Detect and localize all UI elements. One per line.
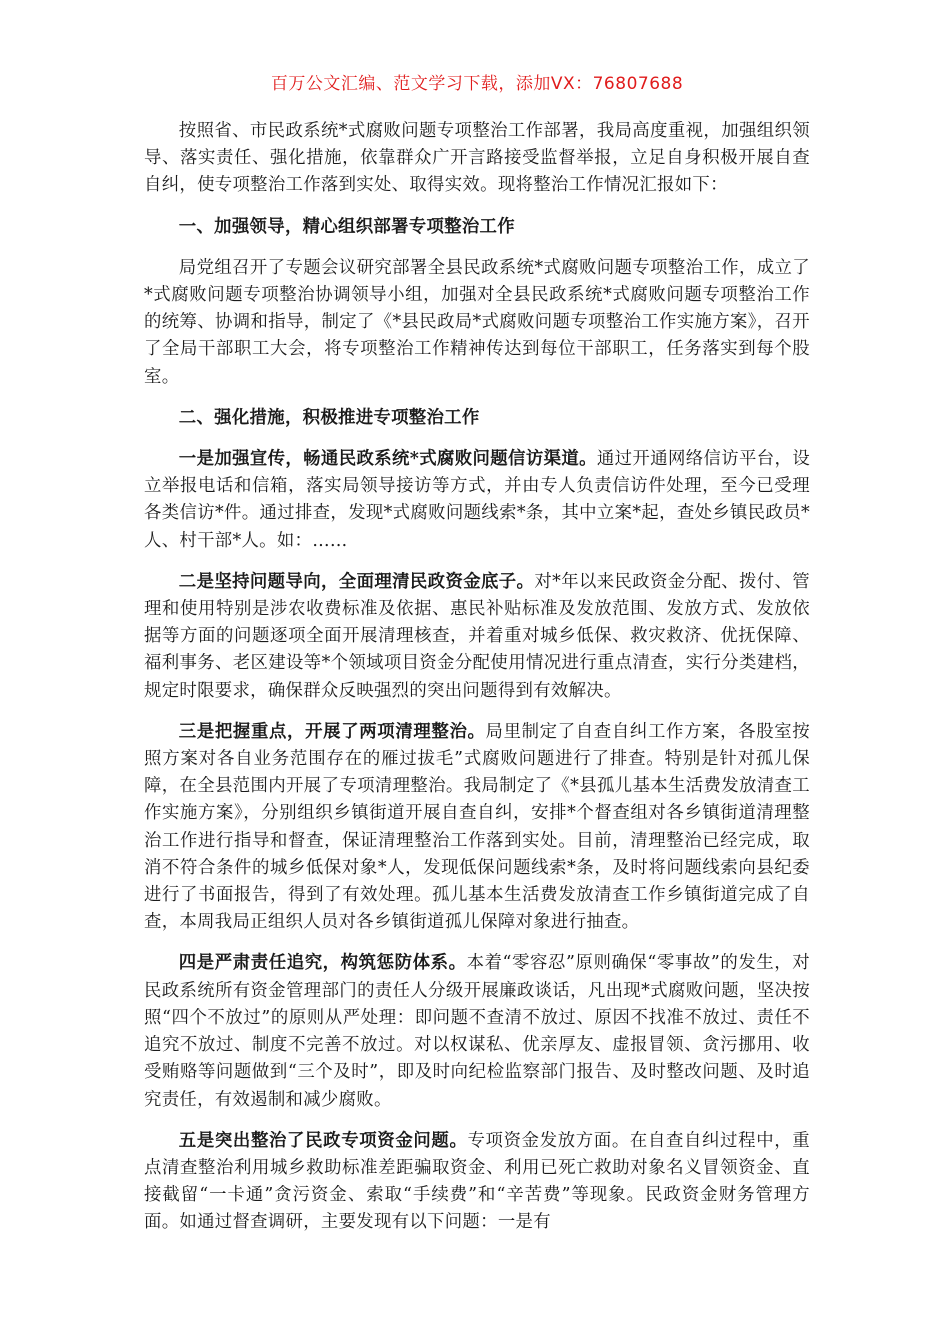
- item-1-lead: 一是加强宣传，畅通民政系统*式腐败问题信访渠道。: [178, 449, 597, 470]
- item-4-lead: 四是严肃责任追究，构筑惩防体系。: [178, 953, 467, 974]
- section-1-body: 局党组召开了专题会议研究部署全县民政系统*式腐败问题专项整治工作，成立了*式腐败问题专项整治协调领导小组，加强对全县民政系统*式腐败问题专项整治工作的统筹、协调和指导，制定了《*县民政局*式腐败问题专项整治工作实施方案》，召开了全局干部职工大会，将专项整治工作精神传达到每位干部职工，任务落实到每个股室。: [144, 257, 810, 387]
- section-2-item-3: [144, 719, 810, 937]
- intro-paragraph: 按照省、市民政系统*式腐败问题专项整治工作部署，我局高度重视，加强组织领导、落实责任、强化措施，依靠群众广开言路接受监督举报，立足自身积极开展自查自纠，使专项整治工作落到实处、取得实效。现将整治工作情况汇报如下：: [144, 121, 810, 196]
- item-5-lead: 五是突出整治了民政专项资金问题。: [178, 1130, 468, 1151]
- item-5-text: 专项资金发放方面。在自查自纠过程中，重点清查整治利用城乡救助标准差距骗取资金、利用已死亡救助对象名义冒领资金、直接截留“一卡通”贪污资金、索取“手续费”和“辛苦费”等现象。民政资金财务管理方面。如通过督查调研，主要发现有以下问题：一是有: [144, 1130, 811, 1233]
- section-2-item-1: [144, 446, 810, 555]
- item-3-lead: 三是把握重点，开展了两项清理整治。: [178, 721, 486, 742]
- watermark-header: 百万公文汇编、范文学习下载，添加VX：76807688: [270, 74, 684, 94]
- item-4-text: 本着“零容忍”原则确保“零事故”的发生，对民政系统所有资金管理部门的责任人分级开展廉政谈话，凡出现*式腐败问题，坚决按照“四个不放过”的原则从严处理：即问题不查清不放过、原因不找准不放过、责任不追究不放过、制度不完善不放过。对以权谋私、优亲厚友、虚报冒领、贪污挪用、收受贿赂等问题做到“三个及时”，即及时向纪检监察部门报告、及时整改问题、及时追究责任，有效遏制和减少腐败。: [144, 953, 810, 1110]
- section-2-heading: 二、强化措施，积极推进专项整治工作: [178, 407, 480, 428]
- section-2-item-4: [144, 950, 810, 1113]
- item-1-text: 通过开通网络信访平台，设立举报电话和信箱，落实局领导接访等方式，并由专人负责信访件处理，至今已受理各类信访*件。通过排查，发现*式腐败问题线索*条，其中立案*起，查处乡镇民政员*人、村干部*人。如：……: [144, 449, 811, 551]
- item-3-text: 局里制定了自查自纠工作方案，各股室按照方案对各自业务范围存在的雁过拔毛”式腐败问题进行了排查。特别是针对孤儿保障，在全县范围内开展了专项清理整治。我局制定了《*县孤儿基本生活费发放清查工作实施方案》，分别组织乡镇街道开展自查自纠，安排*个督查组对各乡镇街道清理整治工作进行指导和督查，保证清理整治工作落到实处。目前，清理整治已经完成，取消不符合条件的城乡低保对象*人，发现低保问题线索*条，及时将问题线索向县纪委进行了书面报告，得到了有效处理。孤儿基本生活费发放清查工作乡镇街道完成了自查，本周我局正组织人员对各乡镇街道孤儿保障对象进行抽查。: [144, 721, 810, 933]
- section-2-item-5: [144, 1128, 810, 1237]
- section-1-heading: 一、加强领导，精心组织部署专项整治工作: [178, 216, 515, 237]
- item-2-text: 对*年以来民政资金分配、拨付、管理和使用特别是涉农收费标准及依据、惠民补贴标准及发放范围、发放方式、发放依据等方面的问题逐项全面开展清理核查，并着重对城乡低保、救灾救济、优抚保障、福利事务、老区建设等*个领域项目资金分配使用情况进行重点清查，实行分类建档，规定时限要求，确保群众反映强烈的突出问题得到有效解决。: [144, 571, 810, 701]
- document-page: [144, 60, 810, 1251]
- item-2-lead: 二是坚持问题导向，全面理清民政资金底子。: [178, 571, 535, 592]
- section-2-item-2: [144, 569, 810, 705]
